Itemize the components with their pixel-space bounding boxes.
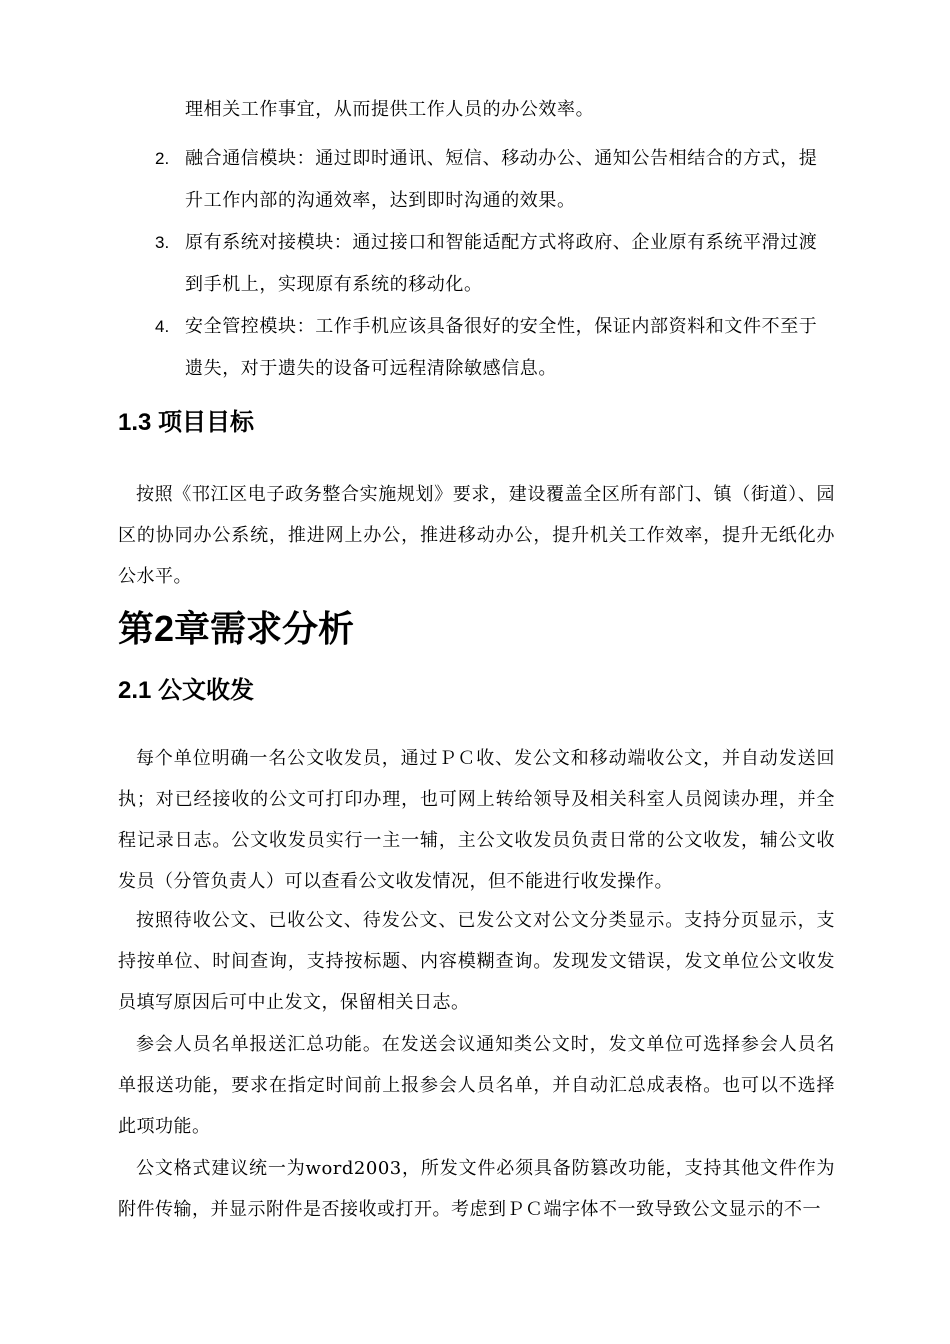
list-item [155,138,835,222]
paragraph-attendee-list: 参会人员名单报送汇总功能。在发送会议通知类公文时，发文单位可选择参会人员名单报送功能，要求在指定时间前上报参会人员名单，并自动汇总成表格。也可以不选择此项功能。 [118,1034,835,1137]
chapter-heading: 第2章需求分析 [118,608,355,649]
paragraph-format: 公文格式建议统一为word2003，所发文件必须具备防篡改功能，支持其他文件作为附件传输，并显示附件是否接收或打开。考虑到ＰＣ端字体不一致导致公文显示的不一 [118,1158,835,1220]
list-number: 4. [155,317,170,336]
continuation-text: 理相关工作事宜，从而提供工作人员的办公效率。 [185,99,595,120]
list-item [155,222,835,306]
list-number: 3. [155,233,170,252]
paragraph-project-goal: 按照《邗江区电子政务整合实施规划》要求，建设覆盖全区所有部门、镇（街道）、园区的协同办公系统，推进网上办公，推进移动办公，提升机关工作效率，提升无纸化办公水平。 [118,484,835,587]
list-text: 安全管控模块：工作手机应该具备很好的安全性，保证内部资料和文件不至于遗失，对于遗失的设备可远程清除敏感信息。 [185,316,818,379]
list-text: 原有系统对接模块：通过接口和智能适配方式将政府、企业原有系统平滑过渡到手机上，实现原有系统的移动化。 [185,232,818,295]
list-text: 融合通信模块：通过即时通讯、短信、移动办公、通知公告相结合的方式，提升工作内部的沟通效率，达到即时沟通的效果。 [185,148,818,211]
list-number: 2. [155,149,170,168]
paragraph-document-exchange: 每个单位明确一名公文收发员，通过ＰＣ收、发公文和移动端收公文，并自动发送回执；对已经接收的公文可打印办理，也可网上转给领导及相关科室人员阅读办理，并全程记录日志。公文收发员实行一主一辅，主公文收发员负责日常的公文收发，辅公文收发员（分管负责人）可以查看公文收发情况，但不能进行收发操作。 [118,748,835,892]
section-heading-1-3: 1.3 项目目标 [118,409,255,436]
paragraph-classification: 按照待收公文、已收公文、待发公文、已发公文对公文分类显示。支持分页显示，支持按单位、时间查询，支持按标题、内容模糊查询。发现发文错误，发文单位公文收发员填写原因后可中止发文，保留相关日志。 [118,910,835,1013]
section-heading-2-1: 2.1 公文收发 [118,677,255,704]
list-item [155,306,835,390]
